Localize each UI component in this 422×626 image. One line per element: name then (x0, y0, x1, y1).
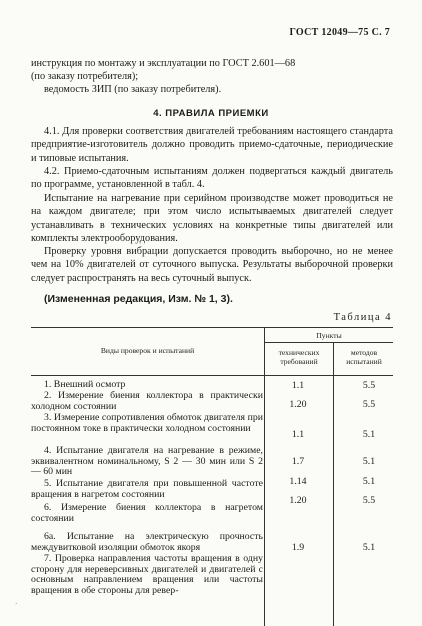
scan-mark: · (15, 600, 18, 608)
paragraph-4-2: 4.2. Приемо-сдаточным испытаниям должен подвергаться каждый двигатель по программе, установленной в табл. 4. (31, 166, 393, 191)
table-header-types: Виды проверок и испытаний (100, 346, 195, 355)
table-cell-method: 5.5 (362, 380, 376, 391)
table-cell-req: 1.20 (289, 495, 307, 506)
table-cell-method: 5.1 (362, 456, 376, 467)
table-header-requirements: технических требований (278, 348, 320, 366)
table-cell-req: 1.7 (291, 456, 305, 467)
table-header-points: Пункты (316, 331, 342, 340)
table-top-rule (31, 327, 393, 328)
table-vline-2 (333, 342, 334, 626)
table-cell-req: 1.20 (289, 399, 307, 410)
table-cell-req: 1.9 (291, 542, 305, 553)
table-row: 5. Испытание двигателя при повышенной частоте вращения в нагретом состоянии (31, 478, 263, 500)
paragraph-4-1: 4.1. Для проверки соответствия двигателей требованиям настоящего стандарта предприятие-изготовитель должно проводить приемо-сдаточные, периодические и типовые испытания. (31, 126, 393, 164)
text-line-instruction: инструкция по монтажу и эксплуатации по ГОСТ 2.601—68 (31, 58, 296, 69)
page-header: ГОСТ 12049—75 С. 7 (289, 27, 390, 38)
table-cell-method: 5.1 (362, 429, 376, 440)
table-caption: Таблица 4 (333, 312, 392, 323)
text-line-order: (по заказу потребителя); (31, 71, 139, 82)
table-cell-method: 5.5 (362, 399, 376, 410)
section-title: 4. ПРАВИЛА ПРИЕМКИ (153, 108, 269, 119)
table-cell-req: 1.1 (291, 429, 305, 440)
table-cell-method: 5.5 (362, 495, 376, 506)
table-row: 3. Измерение сопротивления обмоток двигателя при постоянном токе в практически холодном состоянии (31, 412, 263, 434)
table-row: 1. Внешний осмотр (44, 379, 126, 390)
table-header-methods: методов испытаний (346, 348, 382, 366)
table-header-rule (31, 375, 393, 376)
table-cell-req: 1.1 (291, 380, 305, 391)
paragraph-heating: Испытание на нагревание при серийном производстве может проводиться не на каждом двигателе; при этом число испытываемых двигателей следует устанавливать в технических условиях на конкретные типы двигателей или комплекты электрооборудования. (31, 193, 393, 245)
table-cell-req: 1.14 (289, 476, 307, 487)
table-cell-method: 5.1 (362, 476, 376, 487)
table-vline-1 (264, 327, 265, 626)
table-row: 4. Испытание двигателя на нагревание в режиме, эквивалентном номинальному, S 2 — 30 мин или S 2 — 60 мин (31, 445, 263, 478)
table-row: 2. Измерение биения коллектора в практически холодном состоянии (31, 390, 263, 412)
text-line-zip: ведомость ЗИП (по заказу потребителя). (44, 84, 222, 95)
paragraph-vibration: Проверку уровня вибрации допускается проводить выборочно, но не менее чем на 10% двигателей от суточного выпуска. Результаты выборочной проверки следует распространять на весь суточный выпуск. (31, 246, 393, 284)
amendment-note: (Измененная редакция, Изм. № 1, 3). (44, 293, 233, 305)
table-row: 7. Проверка направления частоты вращения в одну сторону для нереверсивных двигателей и двигателей с основным направлением вращения или частоты вращения в обе стороны для ревер- (31, 553, 263, 596)
table-cell-method: 5.1 (362, 542, 376, 553)
table-points-rule (264, 342, 393, 343)
table-row: 6а. Испытание на электрическую прочность междувитковой изоляции обмоток якоря (31, 531, 263, 553)
table-row: 6. Измерение биения коллектора в нагретом состоянии (31, 502, 263, 524)
